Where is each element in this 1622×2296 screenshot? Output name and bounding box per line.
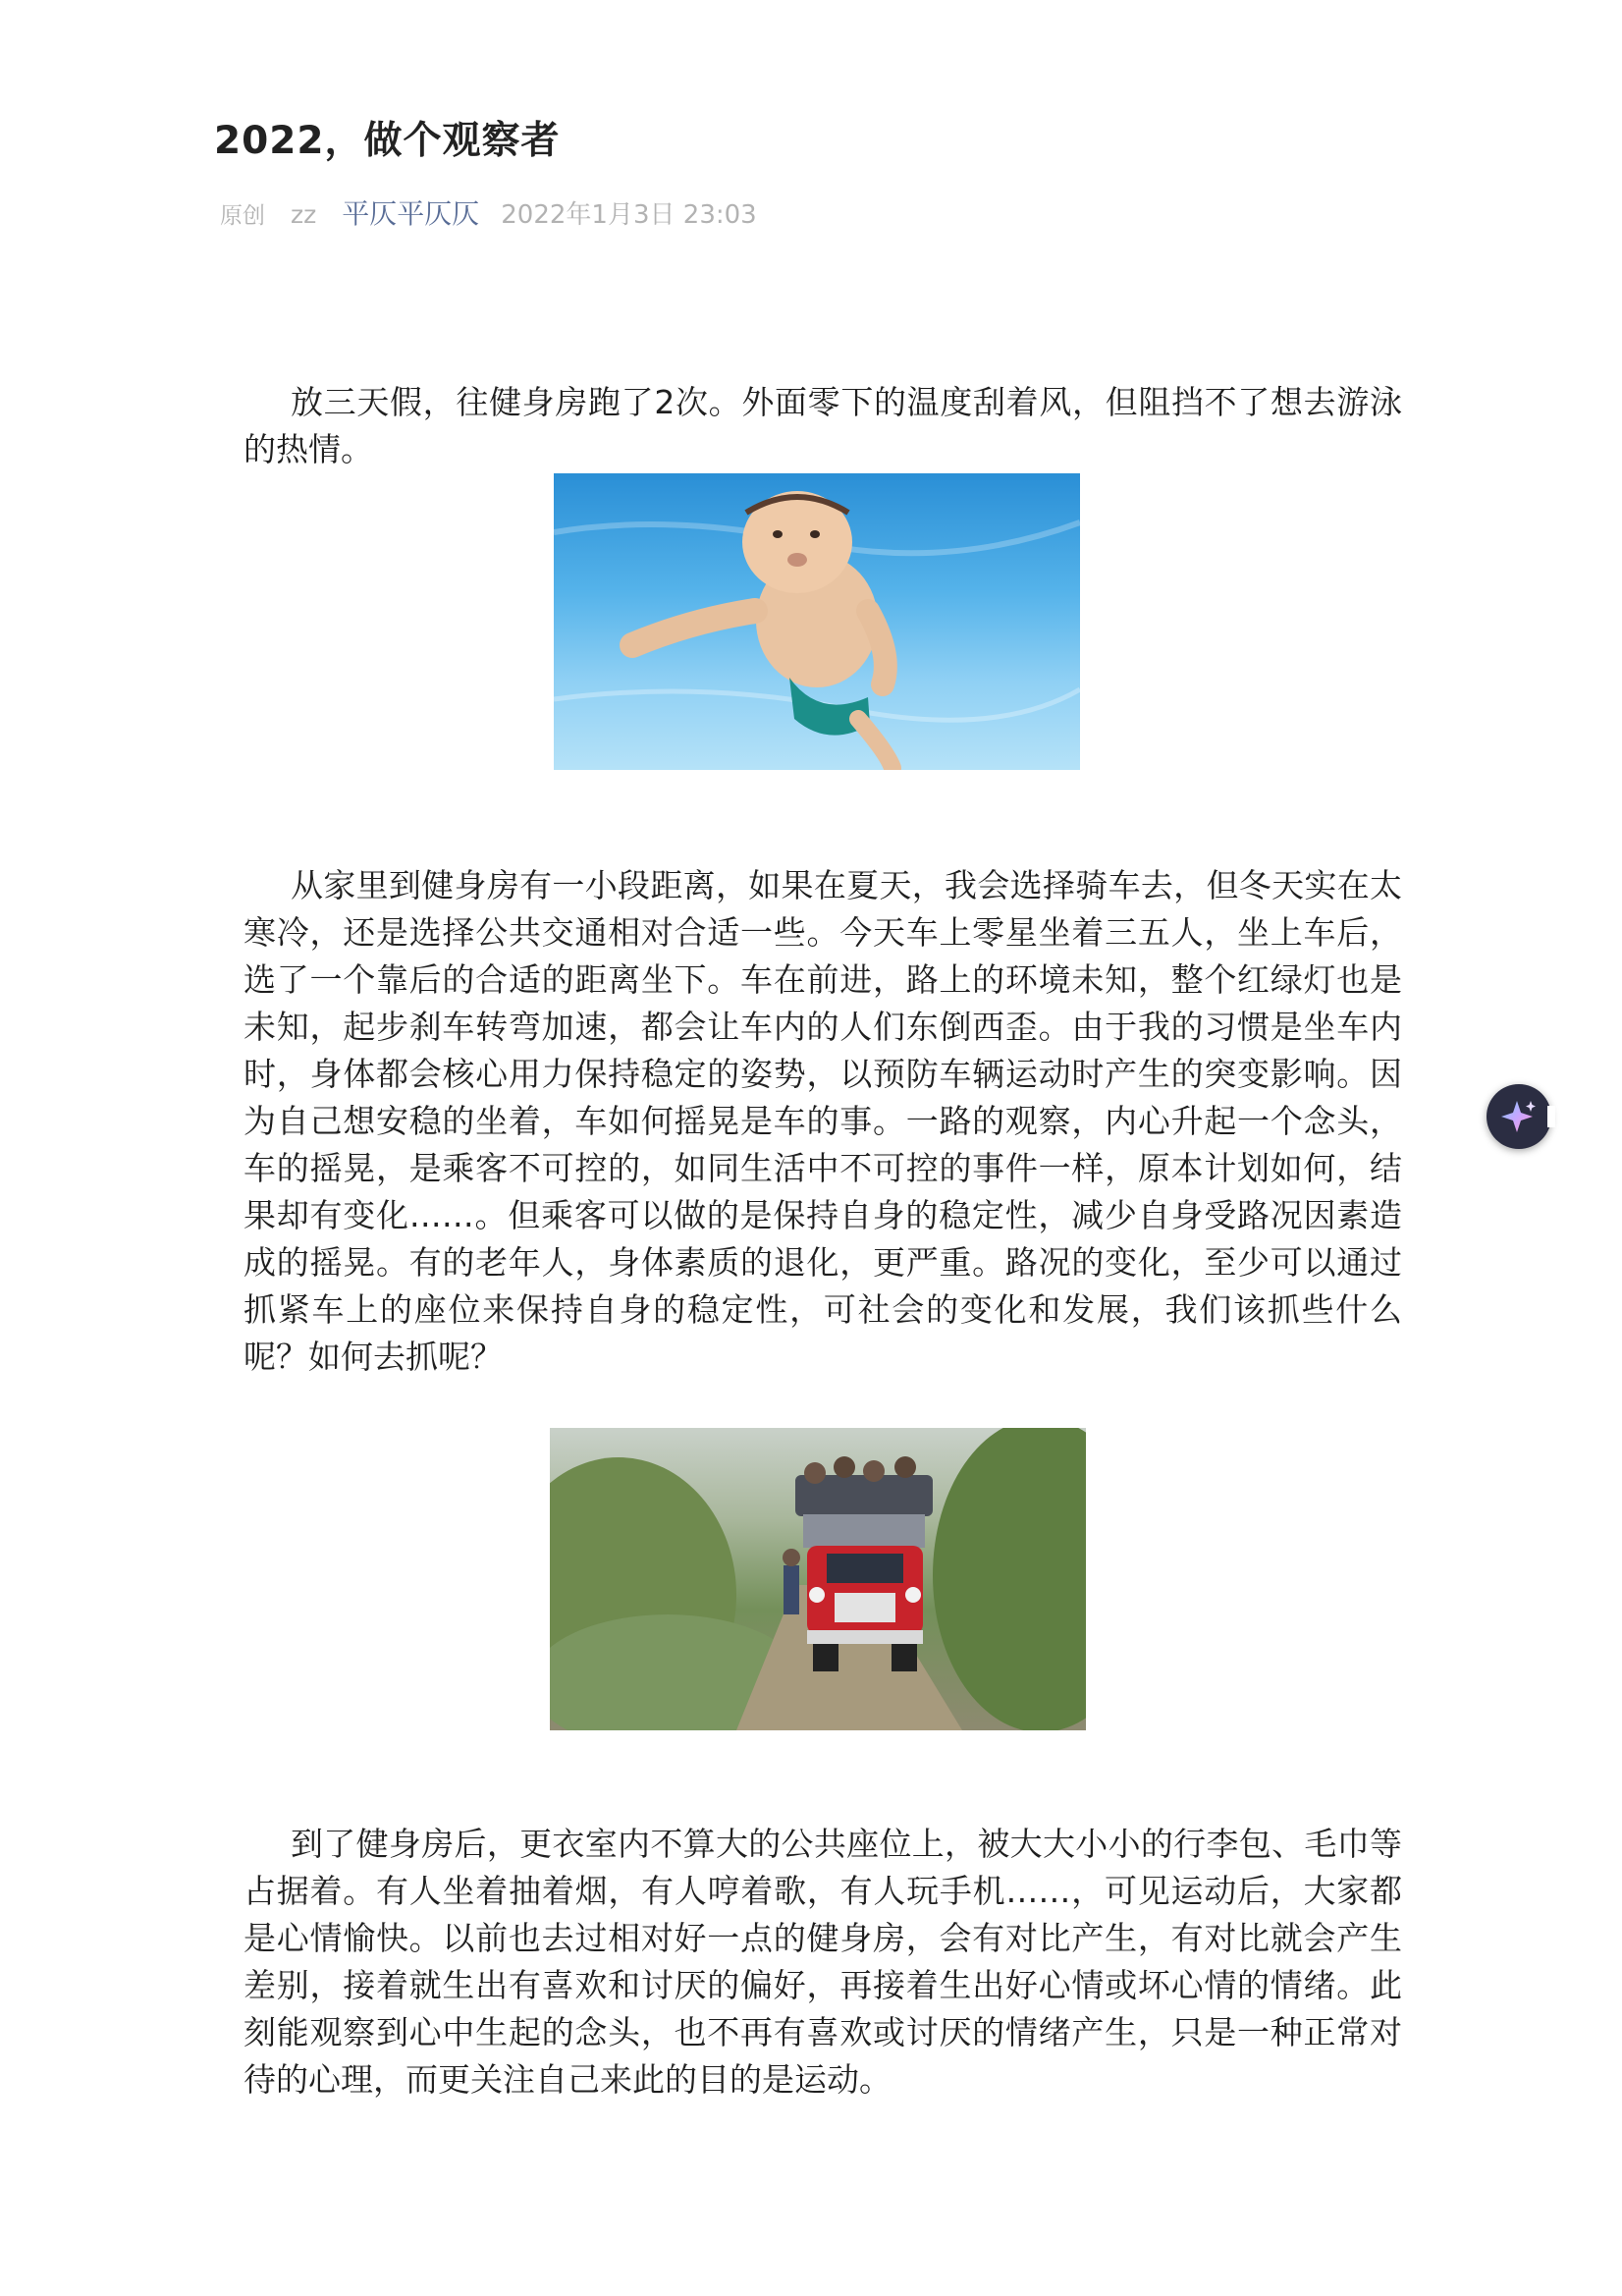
ai-assistant-button[interactable] [1487, 1084, 1551, 1149]
paragraph-3: 到了健身房后，更衣室内不算大的公共座位上，被大大小小的行李包、毛巾等占据着。有人坐着抽着烟，有人哼着歌，有人玩手机……，可见运动后，大家都是心情愉快。以前也去过相对好一点的健身房，会有对比产生，有对比就会产生差别，接着就生出有喜欢和讨厌的偏好，再接着生出好心情或坏心情的情绪。此刻能观察到心中生起的念头，也不再有喜欢或讨厌的情绪产生，只是一种正常对待的心理，而更关注自己来此的目的是运动。 [243, 1825, 1402, 2099]
author-name: zz [291, 200, 317, 229]
article-title: 2022，做个观察者 [214, 119, 561, 163]
original-label: 原创 [220, 203, 265, 229]
publish-date: 2022年1月3日 23:03 [501, 200, 757, 230]
article-meta [220, 192, 757, 232]
baby-swimming-image[interactable] [554, 473, 1080, 770]
baby-swimming-illustration [554, 473, 1080, 770]
truck-illustration [550, 1428, 1086, 1730]
sparkle-icon [1499, 1097, 1539, 1136]
account-link[interactable]: 平仄平仄仄 [342, 197, 480, 230]
truck-image[interactable] [550, 1428, 1086, 1730]
paragraph-1: 放三天假，往健身房跑了2次。外面零下的温度刮着风，但阻挡不了想去游泳的热情。 [243, 383, 1402, 468]
paragraph-2: 从家里到健身房有一小段距离，如果在夏天，我会选择骑车去，但冬天实在太寒冷，还是选择公共交通相对合适一些。今天车上零星坐着三五人，坐上车后，选了一个靠后的合适的距离坐下。车在前进，路上的环境未知，整个红绿灯也是未知，起步刹车转弯加速，都会让车内的人们东倒西歪。由于我的习惯是坐车内时，身体都会核心用力保持稳定的姿势，以预防车辆运动时产生的突变影响。因为自己想安稳的坐着，车如何摇晃是车的事。一路的观察，内心升起一个念头，车的摇晃，是乘客不可控的，如同生活中不可控的事件一样，原本计划如何，结果却有变化……。但乘客可以做的是保持自身的稳定性，减少自身受路况因素造成的摇晃。有的老年人，身体素质的退化，更严重。路况的变化，至少可以通过抓紧车上的座位来保持自身的稳定性，可社会的变化和发展，我们该抓些什么呢？如何去抓呢？ [243, 866, 1402, 1376]
